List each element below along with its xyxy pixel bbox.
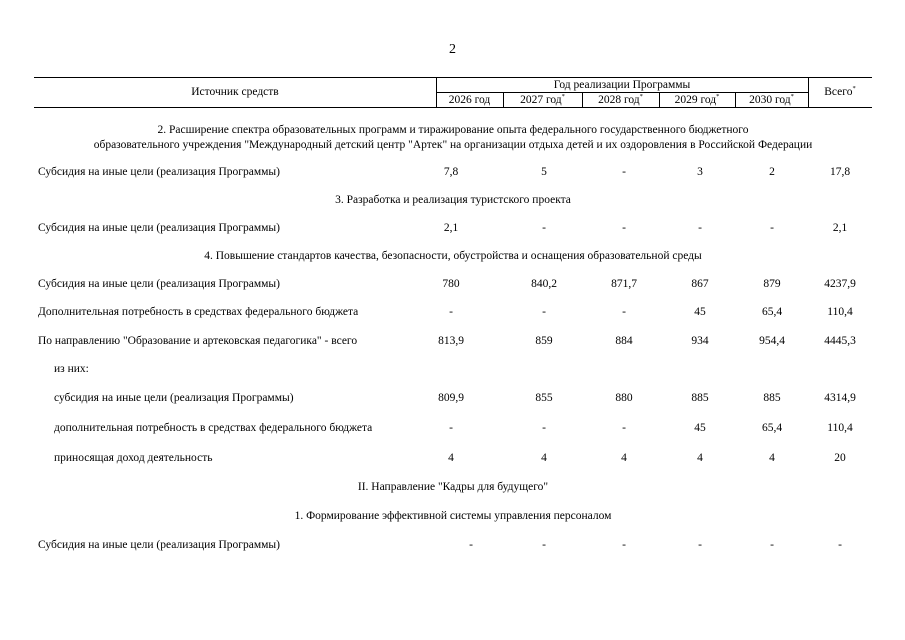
header-year-2030: 2030 год* [749,93,794,106]
cell-2030: 4 [769,452,775,464]
cell-2026: - [449,422,453,434]
cell-2030: - [770,222,774,234]
row-label: Субсидия на иные цели (реализация Программы) [38,539,280,551]
cell-2028: - [622,422,626,434]
section-title: 3. Разработка и реализация туристского проекта [335,194,571,206]
cell-2026: - [449,306,453,318]
cell-2029: - [698,222,702,234]
cell-total: 4314,9 [824,392,856,404]
cell-2028: 4 [621,452,627,464]
header-year-2027: 2027 год* [520,93,565,106]
cell-2026: 780 [442,278,460,290]
header-years-group: Год реализации Программы [553,79,691,91]
row-label: приносящая доход деятельность [54,452,213,464]
cell-2028: 884 [615,335,633,347]
cell-2028: - [622,306,626,318]
section-title: образовательного учреждения "Международный детский центр "Артек" на организации отдыха детей и их оздоровления в Российской Федерации [93,139,813,151]
cell-2029: - [698,539,702,551]
header-year-2029: 2029 год* [674,93,720,106]
cell-2026: - [469,539,473,551]
header-source: Источник средств [191,86,279,98]
cell-2028: - [622,166,626,178]
cell-2029: 45 [694,306,706,318]
row-label: Дополнительная потребность в средствах федерального бюджета [38,306,359,318]
table-header-bottom-border [34,107,872,108]
row-label: дополнительная потребность в средствах федерального бюджета [54,422,373,434]
row-label-of-which: из них: [54,363,89,375]
cell-2027: - [542,306,546,318]
cell-2030: 879 [763,278,781,290]
cell-2030: 2 [769,166,775,178]
header-total: Всего* [824,85,856,98]
cell-2030: 65,4 [761,306,783,318]
cell-2027: - [542,222,546,234]
cell-2029: 885 [691,392,709,404]
cell-2026: 813,9 [438,335,464,347]
cell-total: 110,4 [827,422,853,434]
cell-2026: 4 [448,452,454,464]
cell-2029: 45 [694,422,706,434]
section-title: 1. Формирование эффективной системы управления персоналом [294,510,612,522]
cell-2027: - [542,539,546,551]
cell-2027: 4 [541,452,547,464]
cell-total: 4237,9 [824,278,856,290]
cell-2027: - [542,422,546,434]
cell-total: - [838,539,842,551]
row-label: субсидия на иные цели (реализация Программы) [54,392,294,404]
years-group-divider [436,92,808,93]
cell-total: 20 [834,452,846,464]
section-title: 2. Расширение спектра образовательных программ и тиражирование опыта федерального государственного бюджетного [157,124,749,136]
cell-2029: 4 [697,452,703,464]
section-title: 4. Повышение стандартов качества, безопасности, обустройства и оснащения образовательной среды [204,250,702,262]
page-number: 2 [449,42,456,57]
cell-2029: 867 [691,278,709,290]
cell-2028: 871,7 [611,278,637,290]
cell-2027: 840,2 [531,278,557,290]
cell-2030: - [770,539,774,551]
cell-2027: 855 [535,392,553,404]
cell-2029: 3 [697,166,703,178]
cell-2030: 885 [763,392,781,404]
cell-2026: 7,8 [443,166,459,178]
cell-total: 110,4 [827,306,853,318]
cell-2028: 880 [615,392,633,404]
cell-2029: 934 [691,335,709,347]
table-top-border [34,77,872,78]
cell-2027: 859 [535,335,553,347]
row-label: По направлению "Образование и артековская педагогика" - всего [38,335,358,347]
cell-2028: - [622,222,626,234]
cell-2026: 809,9 [438,392,464,404]
row-label: Субсидия на иные цели (реализация Программы) [38,222,280,234]
cell-total: 4445,3 [824,335,856,347]
header-year-2028: 2028 год* [598,93,643,106]
cell-total: 2,1 [832,222,848,234]
cell-2027: 5 [541,166,547,178]
row-label: Субсидия на иные цели (реализация Программы) [38,166,280,178]
cell-total: 17,8 [829,166,851,178]
row-label: Субсидия на иные цели (реализация Программы) [38,278,280,290]
header-year-2026: 2026 год [448,94,491,106]
cell-2030: 954,4 [759,335,785,347]
cell-2030: 65,4 [761,422,783,434]
cell-2026: 2,1 [443,222,459,234]
direction-title: II. Направление "Кадры для будущего" [357,481,549,493]
cell-2028: - [622,539,626,551]
